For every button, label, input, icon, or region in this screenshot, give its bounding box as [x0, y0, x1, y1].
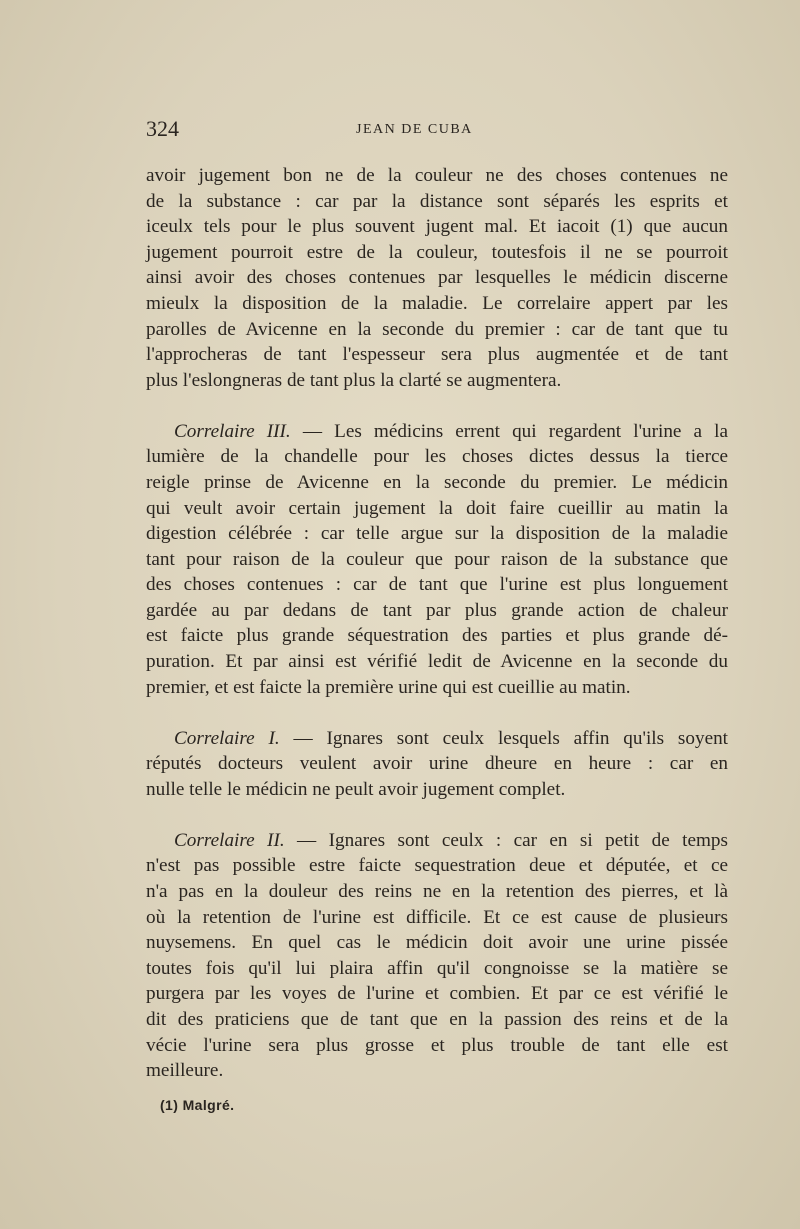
text-line: nuysemens. En quel cas le médicin doit avoir une urine pissée [146, 932, 728, 954]
text-line [146, 419, 728, 445]
text-line-content: — Ignares sont ceulx lesquels affin qu'ils soyent [279, 727, 729, 749]
text-line: l'approcheras de tant l'espesseur sera plus augmentée et de tant [146, 344, 728, 366]
text-line: purgera par les voyes de l'urine et combien. Et par ce est vérifié le [146, 983, 728, 1005]
correlaire-title: Correlaire I. [174, 727, 280, 749]
text-line-content: — Les médicins errent qui regardent l'urine a la [290, 420, 728, 442]
text-line: digestion célébrée : car telle argue sur la disposition de la maladie [146, 523, 728, 545]
text-line: est faicte plus grande séquestration des parties et plus grande dé- [146, 625, 728, 647]
text-line: premier, et est faicte la première urine qui est cueillie au matin. [146, 676, 631, 698]
text-line: avoir jugement bon ne de la couleur ne des choses contenues ne [146, 165, 728, 186]
text-line-content: — Ignares sont ceulx : car en si petit de temps [284, 829, 728, 851]
text-line: puration. Et par ainsi est vérifié ledit de Avicenne en la seconde du [146, 651, 728, 673]
body-text [146, 163, 728, 1084]
text-line [146, 726, 728, 752]
text-line: dit des praticiens que de tant que en la passion des reins et de la [146, 1008, 728, 1030]
text-line: où la retention de l'urine est difficile. Et ce est cause de plusieurs [146, 906, 728, 928]
text-line: ainsi avoir des choses contenues par lesquelles le médicin discerne [146, 267, 728, 289]
text-line: n'est pas possible estre faicte sequestration deue et députée, et ce [146, 855, 728, 877]
text-line: lumière de la chandelle pour les choses dictes dessus la tierce [146, 446, 728, 468]
page-header [146, 116, 728, 146]
text-line: iceulx tels pour le plus souvent jugent mal. Et iacoit (1) que aucun [146, 216, 728, 238]
paragraph-correlaire-ii [146, 828, 728, 1084]
text-line: reigle prinse de Avicenne en la seconde du premier. Le médicin [146, 471, 728, 493]
text-line: tant pour raison de la couleur que pour raison de la substance que [146, 548, 728, 570]
running-title: JEAN DE CUBA [356, 122, 473, 137]
paragraph-gap [146, 393, 728, 418]
text-line: mieulx la disposition de la maladie. Le correlaire appert par les [146, 292, 728, 314]
correlaire-title: Correlaire II. [174, 829, 285, 851]
footnote: (1) Malgré. [160, 1097, 235, 1113]
paragraph-correlaire-iii [146, 419, 728, 701]
text-line: qui veult avoir certain jugement la doit faire cueillir au matin la [146, 497, 728, 519]
text-line: vécie l'urine sera plus grosse et plus trouble de tant elle est [146, 1034, 728, 1056]
paragraph-gap [146, 802, 728, 827]
text-line: toutes fois qu'il lui plaira affin qu'il congnoisse se la matière se [146, 957, 728, 979]
text-line: de la substance : car par la distance sont séparés les esprits et [146, 190, 728, 212]
text-line: n'a pas en la douleur des reins ne en la retention des pierres, et là [146, 881, 728, 903]
paragraph-correlaire-i [146, 726, 728, 803]
text-line: réputés docteurs veulent avoir urine dheure en heure : car en [146, 753, 728, 775]
correlaire-title: Correlaire III. [174, 420, 291, 442]
text-line: plus l'eslongneras de tant plus la clarté se augmentera. [146, 369, 562, 391]
text-line: jugement pourroit estre de la couleur, toutesfois il ne se pourroit [146, 241, 728, 263]
text-line: parolles de Avicenne en la seconde du premier : car de tant que tu [146, 318, 728, 340]
text-line [146, 828, 728, 854]
paragraph-gap [146, 700, 728, 725]
text-line: gardée au par dedans de tant par plus grande action de chaleur [146, 599, 728, 621]
page-number: 324 [146, 116, 179, 141]
paragraph-1 [146, 163, 728, 393]
text-line: des choses contenues : car de tant que l'urine est plus longuement [146, 574, 728, 596]
text-line: meilleure. [146, 1060, 224, 1082]
text-line: nulle telle le médicin ne peult avoir jugement complet. [146, 778, 566, 800]
